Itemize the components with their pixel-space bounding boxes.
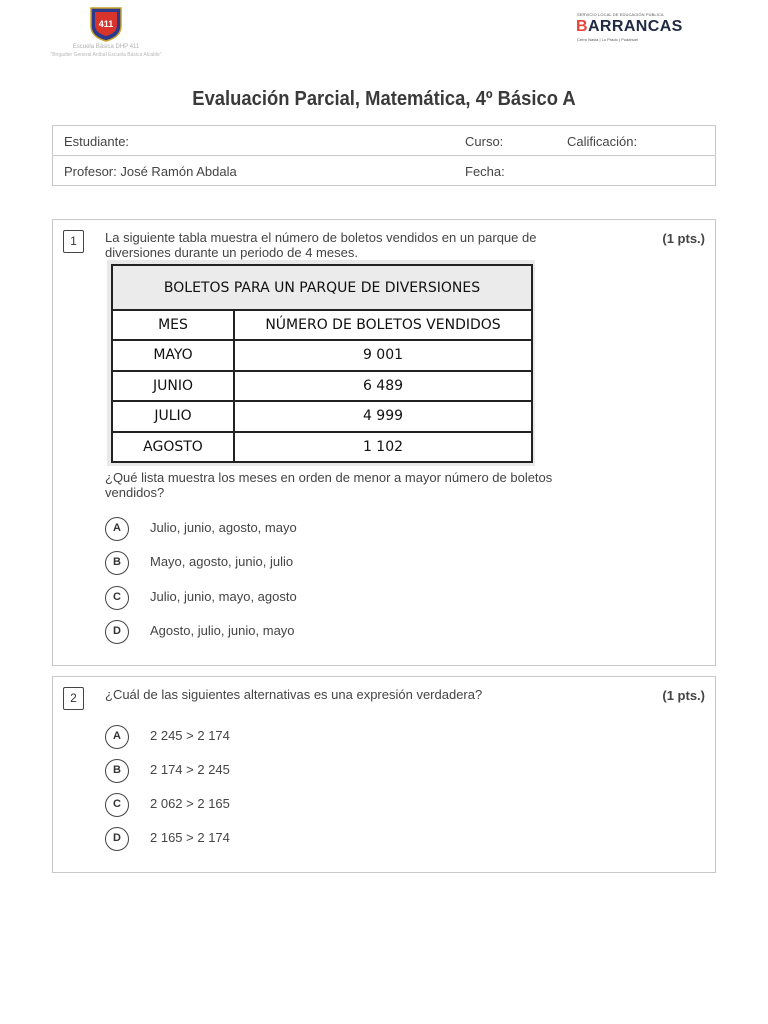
option-letter-b[interactable]: B xyxy=(105,551,129,575)
option-a[interactable] xyxy=(105,517,505,541)
question-intro: La siguiente tabla muestra el número de boletos vendidos en un parque de diversiones durante un periodo de 4 meses. xyxy=(105,230,537,260)
option-letter-c[interactable]: C xyxy=(105,793,129,817)
table-row xyxy=(112,340,532,371)
table-row xyxy=(112,401,532,432)
option-letter-d[interactable]: D xyxy=(105,620,129,644)
option-text: Julio, junio, agosto, mayo xyxy=(150,520,297,535)
table-cell-tickets: 6 489 xyxy=(234,371,532,402)
option-text: Mayo, agosto, junio, julio xyxy=(150,554,294,569)
option-c[interactable] xyxy=(105,586,505,610)
table-cell-month: JULIO xyxy=(112,401,234,432)
option-text: Agosto, julio, junio, mayo xyxy=(150,623,295,638)
school-motto: "Brigadier General Aníbal Escuela Básica Alcalde" xyxy=(50,52,162,58)
table-cell-tickets: 4 999 xyxy=(234,401,532,432)
student-info-box xyxy=(52,125,716,186)
course-label: Curso: xyxy=(465,134,504,149)
question-number: 2 xyxy=(63,687,84,710)
crest-number: 411 xyxy=(98,19,114,29)
option-text: Julio, junio, mayo, agosto xyxy=(150,589,297,604)
table-title: BOLETOS PARA UN PARQUE DE DIVERSIONES xyxy=(112,265,532,310)
brand-name: BARRANCAS xyxy=(576,18,683,35)
option-text: 2 062 > 2 165 xyxy=(150,796,230,811)
option-c[interactable] xyxy=(105,793,505,817)
option-text: 2 174 > 2 245 xyxy=(150,762,230,777)
question-points: (1 pts.) xyxy=(662,231,705,246)
date-label: Fecha: xyxy=(465,164,505,179)
option-text: 2 245 > 2 174 xyxy=(150,728,230,743)
info-row-teacher xyxy=(53,156,715,186)
grade-label: Calificación: xyxy=(567,134,638,149)
table-cell-tickets: 1 102 xyxy=(234,432,532,463)
table-header-month: MES xyxy=(112,310,234,340)
tickets-table xyxy=(107,260,535,466)
table-header-tickets: NÚMERO DE BOLETOS VENDIDOS xyxy=(234,310,532,340)
school-crest-icon xyxy=(88,6,124,42)
option-d[interactable] xyxy=(105,827,505,851)
question-1 xyxy=(52,219,716,666)
question-2 xyxy=(52,676,716,873)
teacher-label: Profesor: José Ramón Abdala xyxy=(64,164,237,179)
table-cell-tickets: 9 001 xyxy=(234,340,532,371)
school-name: Escuela Básica DHP 411 xyxy=(72,44,140,50)
brand-sub-text: Cerro Navia | Lo Prado | Pudahuel xyxy=(577,37,639,42)
school-logo xyxy=(44,6,168,62)
question-prompt: ¿Qué lista muestra los meses en orden de menor a mayor número de boletos vendidos? xyxy=(105,470,553,500)
info-row-student xyxy=(53,126,715,156)
question-points: (1 pts.) xyxy=(662,688,705,703)
brand-top-text: SERVICIO LOCAL DE EDUCACIÓN PÚBLICA xyxy=(577,12,664,17)
option-letter-a[interactable]: A xyxy=(105,517,129,541)
option-letter-c[interactable]: C xyxy=(105,586,129,610)
brand-accent-letter: B xyxy=(576,18,588,35)
student-label: Estudiante: xyxy=(64,134,130,149)
question-prompt: ¿Cuál de las siguientes alternativas es una expresión verdadera? xyxy=(105,687,483,702)
brand-logo xyxy=(576,12,696,48)
table-row xyxy=(112,371,532,402)
table-row xyxy=(112,432,532,463)
option-a[interactable] xyxy=(105,725,505,749)
option-letter-b[interactable]: B xyxy=(105,759,129,783)
page-title: Evaluación Parcial, Matemática, 4º Básico A xyxy=(192,88,576,110)
table-cell-month: AGOSTO xyxy=(112,432,234,463)
question-number: 1 xyxy=(63,230,84,253)
option-d[interactable] xyxy=(105,620,505,644)
option-letter-d[interactable]: D xyxy=(105,827,129,851)
table-cell-month: JUNIO xyxy=(112,371,234,402)
option-b[interactable] xyxy=(105,551,505,575)
option-letter-a[interactable]: A xyxy=(105,725,129,749)
option-b[interactable] xyxy=(105,759,505,783)
option-text: 2 165 > 2 174 xyxy=(150,830,230,845)
table-cell-month: MAYO xyxy=(112,340,234,371)
